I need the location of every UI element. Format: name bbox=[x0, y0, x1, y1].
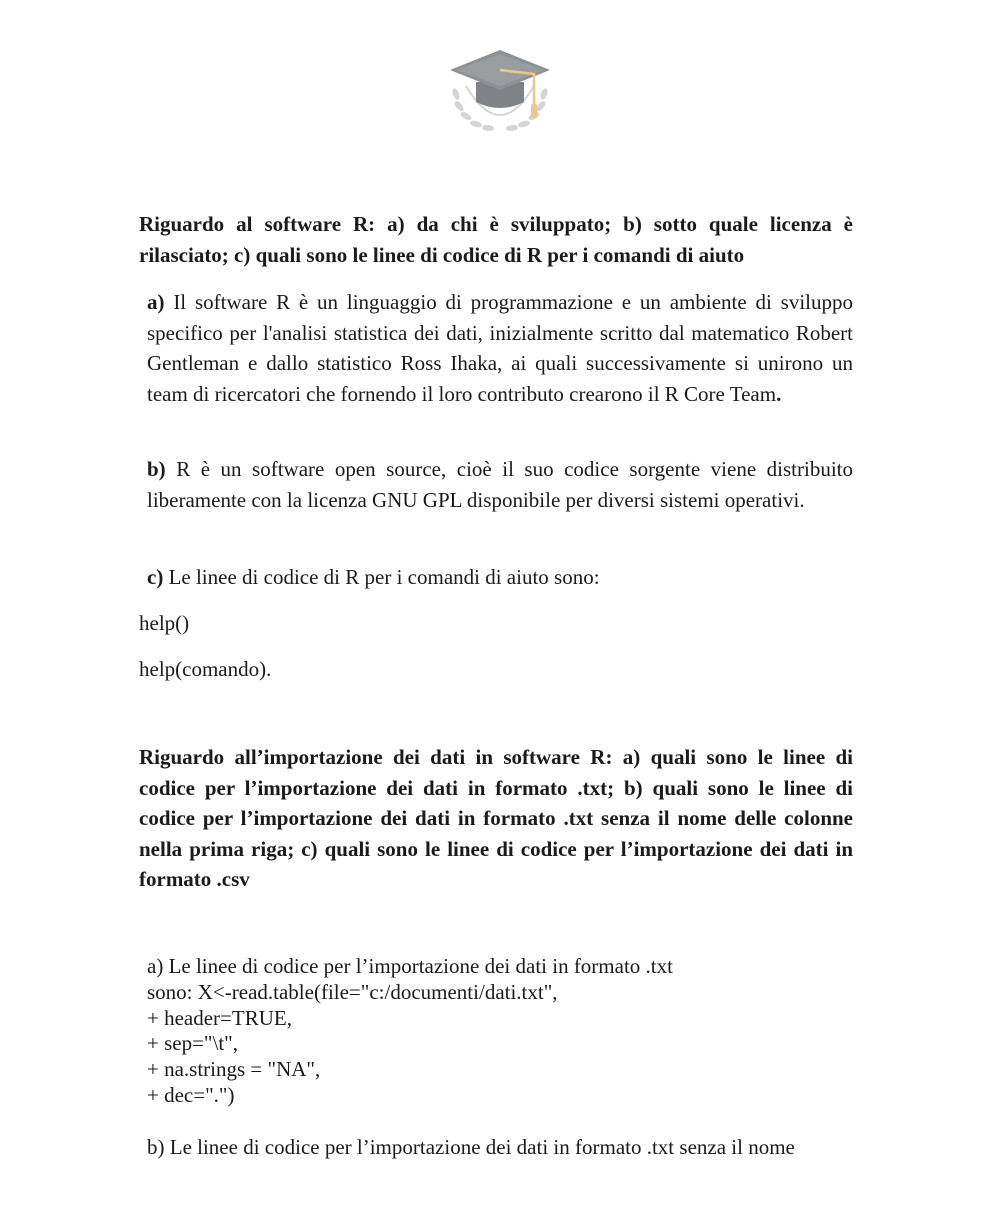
answer-1c bbox=[147, 562, 853, 593]
answer-1c-label: c) bbox=[147, 565, 164, 589]
answer-2b-start: b) Le linee di codice per l’importazione dei dati in formato .txt senza il nome bbox=[147, 1135, 795, 1159]
answer-1c-text: Le linee di codice di R per i comandi di aiuto sono: bbox=[163, 565, 600, 589]
answer-1b-text: R è un software open source, cioè il suo codice sorgente viene distribuito liberamente con la licenza GNU GPL disponibile per diversi sistemi operativi. bbox=[147, 457, 853, 512]
answer-1a-end: . bbox=[776, 381, 782, 406]
answer-2a-line: sono: X<-read.table(file="c:/documenti/dati.txt", bbox=[147, 979, 558, 1004]
answer-1b-label: b) bbox=[147, 457, 166, 481]
answer-2a-line: + header=TRUE, bbox=[147, 1005, 292, 1030]
question-2-title: Riguardo all’importazione dei dati in software R: a) quali sono le linee di codice per l’importazione dei dati in formato .txt; b) quali sono le linee di codice per l’importazione dei dati in formato .txt senza il nome delle colonne nella prima riga; c) quali sono le linee di codice per l’importazione dei dati in formato .csv bbox=[139, 745, 853, 891]
graduation-cap-logo-icon bbox=[446, 44, 554, 136]
answer-1a-text: Il software R è un linguaggio di programmazione e un ambiente di sviluppo specifico per l'analisi statistica dei dati, inizialmente scritto dal matematico Robert Gentleman e dallo statistico Ross Ihaka, ai quali successivamente si unirono un team di ricercatori che fornendo il loro contributo crearono il R Core Team bbox=[147, 290, 853, 406]
answer-2a-line: + sep="\t", bbox=[147, 1031, 238, 1056]
answer-1b bbox=[147, 454, 853, 515]
code-line-help: help() bbox=[139, 611, 190, 635]
answer-1a-label: a) bbox=[147, 290, 165, 314]
answer-2a-line: + dec=".") bbox=[147, 1082, 235, 1107]
code-line-help-comando: help(comando). bbox=[139, 657, 272, 681]
question-1-title: Riguardo al software R: a) da chi è sviluppato; b) sotto quale licenza è rilasciato; c) quali sono le linee di codice di R per i comandi di aiuto bbox=[139, 212, 853, 267]
answer-1a bbox=[147, 287, 853, 409]
answer-2a-code bbox=[147, 954, 853, 1109]
answer-2a-line: + na.strings = "NA", bbox=[147, 1057, 321, 1082]
answer-2a-line: a) Le linee di codice per l’importazione dei dati in formato .txt bbox=[147, 954, 673, 978]
